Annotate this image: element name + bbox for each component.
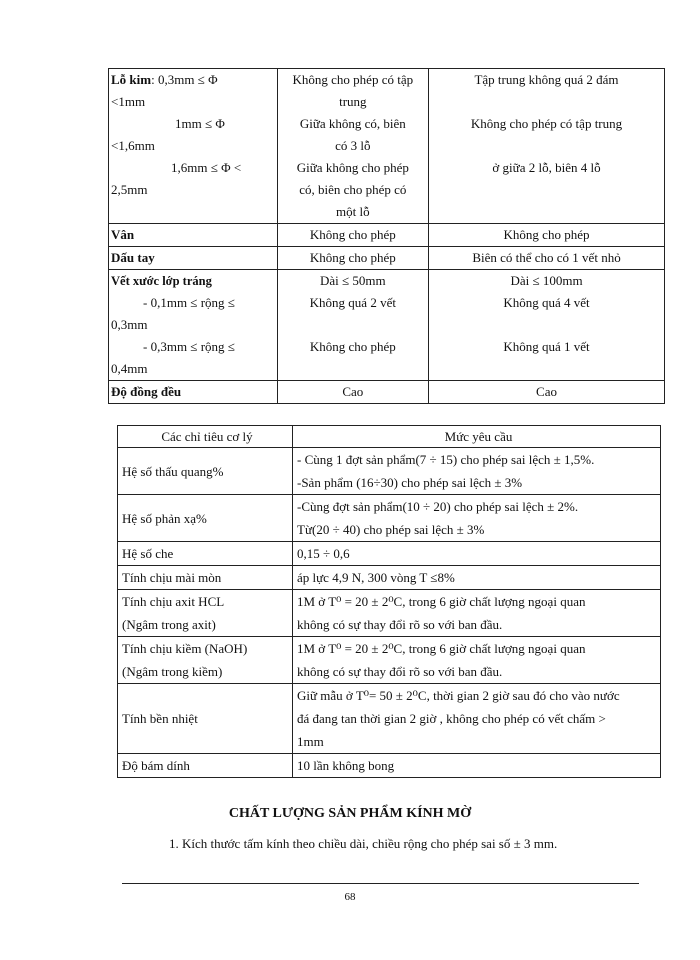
row-label: Độ đồng đều: [111, 384, 182, 399]
property-name: Tính chịu mài mòn: [122, 570, 222, 585]
mirror-text: Không cho phép có tập trung: [470, 116, 623, 131]
table-row: [118, 448, 661, 495]
mirror-text: Tập trung không quá 2 đám: [474, 72, 619, 87]
row-sub-b: 0,4mm: [111, 361, 148, 376]
std-text: Không quá 2 vết: [309, 295, 396, 310]
table-row: [118, 637, 661, 684]
property-name: (Ngâm trong axit): [122, 617, 216, 632]
mechanical-properties-table: [117, 425, 661, 778]
row-label: Dấu tay: [111, 250, 155, 265]
property-name: Tính bền nhiệt: [122, 711, 198, 726]
row-sub-a: - 0,1mm ≤ rộng ≤: [143, 295, 235, 310]
std-text: Dài ≤ 50mm: [320, 273, 386, 288]
footer-divider: [122, 883, 639, 884]
mirror-text: Cao: [536, 384, 557, 399]
property-name: Hệ số phản xạ%: [122, 510, 207, 526]
property-name: Hệ số thấu quang%: [122, 463, 224, 479]
column-header: Các chỉ tiêu cơ lý: [118, 426, 293, 448]
std-text: Giữa không cho phép: [296, 160, 409, 175]
std-text: Không cho phép có tập: [292, 72, 414, 87]
requirement-text: -Cùng đợt sản phẩm(10 ÷ 20) cho phép sai lệch ± 2%.: [297, 499, 579, 514]
row-sub-b: 2,5mm: [111, 182, 148, 197]
requirement-text: 1mm: [297, 734, 324, 749]
table-row: [118, 590, 661, 637]
requirement-text: 10 lần không bong: [297, 758, 395, 773]
std-text: trung: [339, 94, 367, 109]
property-name: Tính chịu kiềm (NaOH): [122, 641, 248, 656]
std-text: Không cho phép: [309, 339, 396, 354]
std-text: Không cho phép: [309, 227, 396, 242]
table-row: [118, 684, 661, 754]
std-text: Giữa không có, biên: [299, 116, 406, 131]
table-row: [118, 754, 661, 778]
requirement-text: không có sự thay đổi rõ so với ban đầu.: [297, 617, 503, 632]
column-header: Mức yêu cầu: [293, 426, 661, 448]
requirement-text: Từ(20 ÷ 40) cho phép sai lệch ± 3%: [297, 522, 485, 537]
requirement-text: áp lực 4,9 N, 300 vòng T ≤8%: [297, 570, 455, 585]
requirement-text: Giữ mẫu ở T⁰= 50 ± 2⁰C, thời gian 2 giờ sau đó cho vào nước: [297, 688, 620, 703]
table-row: [109, 247, 665, 270]
table-header-row: [118, 426, 661, 448]
row-sub-b: 0,3mm: [111, 317, 148, 332]
row-sub-b: <1mm: [111, 94, 146, 109]
row-sub-b: <1,6mm: [111, 138, 155, 153]
requirement-text: không có sự thay đổi rõ so với ban đầu.: [297, 664, 503, 679]
table-row: [109, 224, 665, 247]
table-row: [118, 542, 661, 566]
property-name: (Ngâm trong kiềm): [122, 664, 223, 679]
defect-table: [108, 68, 665, 404]
table-row: [109, 270, 665, 381]
mirror-text: Không quá 1 vết: [503, 339, 590, 354]
section-heading: CHẤT LƯỢNG SẢN PHẨM KÍNH MỜ: [228, 806, 472, 821]
mirror-text: Không cho phép: [503, 227, 590, 242]
row-sub-a: : 0,3mm ≤ Φ: [151, 72, 218, 87]
property-name: Độ bám dính: [122, 758, 190, 773]
table-row: [118, 566, 661, 590]
std-text: Cao: [342, 384, 364, 399]
requirement-text: 0,15 ÷ 0,6: [297, 546, 350, 561]
requirement-text: 1M ở T⁰ = 20 ± 2⁰C, trong 6 giờ chất lượng ngoại quan: [297, 594, 586, 609]
std-text: có 3 lỗ: [335, 138, 371, 153]
table-row: [109, 381, 665, 404]
mirror-text: Biên có thể cho có 1 vết nhỏ: [472, 250, 621, 265]
row-label: Lỗ kim: [111, 72, 152, 87]
requirement-text: - Cùng 1 đợt sản phẩm(7 ÷ 15) cho phép sai lệch ± 1,5%.: [297, 452, 595, 467]
mirror-text: ở giữa 2 lỗ, biên 4 lỗ: [492, 160, 601, 175]
property-name: Tính chịu axit HCL: [122, 594, 225, 609]
mirror-text: Dài ≤ 100mm: [510, 273, 583, 288]
requirement-text: đá đang tan thời gian 2 giờ , không cho phép có vết chấm >: [297, 711, 606, 726]
std-text: Không cho phép: [309, 250, 396, 265]
row-label: Vân: [111, 227, 135, 242]
row-sub-a: 1,6mm ≤ Φ <: [171, 160, 242, 175]
mirror-text: Không quá 4 vết: [503, 295, 590, 310]
requirement-text: -Sản phẩm (16÷30) cho phép sai lệch ± 3%: [297, 475, 523, 490]
page-number: 68: [344, 891, 356, 903]
std-text: một lỗ: [336, 204, 370, 219]
row-label: Vết xước lớp tráng: [111, 274, 212, 288]
std-text: có, biên cho phép có: [299, 182, 407, 197]
table-row: [118, 495, 661, 542]
property-name: Hệ số che: [122, 546, 174, 561]
row-sub-a: 1mm ≤ Φ: [175, 116, 225, 131]
table-row: [109, 69, 665, 224]
row-sub-a: - 0,3mm ≤ rộng ≤: [143, 339, 235, 354]
requirement-text: 1M ở T⁰ = 20 ± 2⁰C, trong 6 giờ chất lượng ngoại quan: [297, 641, 586, 656]
body-paragraph: 1. Kích thước tấm kính theo chiều dài, chiều rộng cho phép sai số ± 3 mm.: [169, 836, 558, 851]
